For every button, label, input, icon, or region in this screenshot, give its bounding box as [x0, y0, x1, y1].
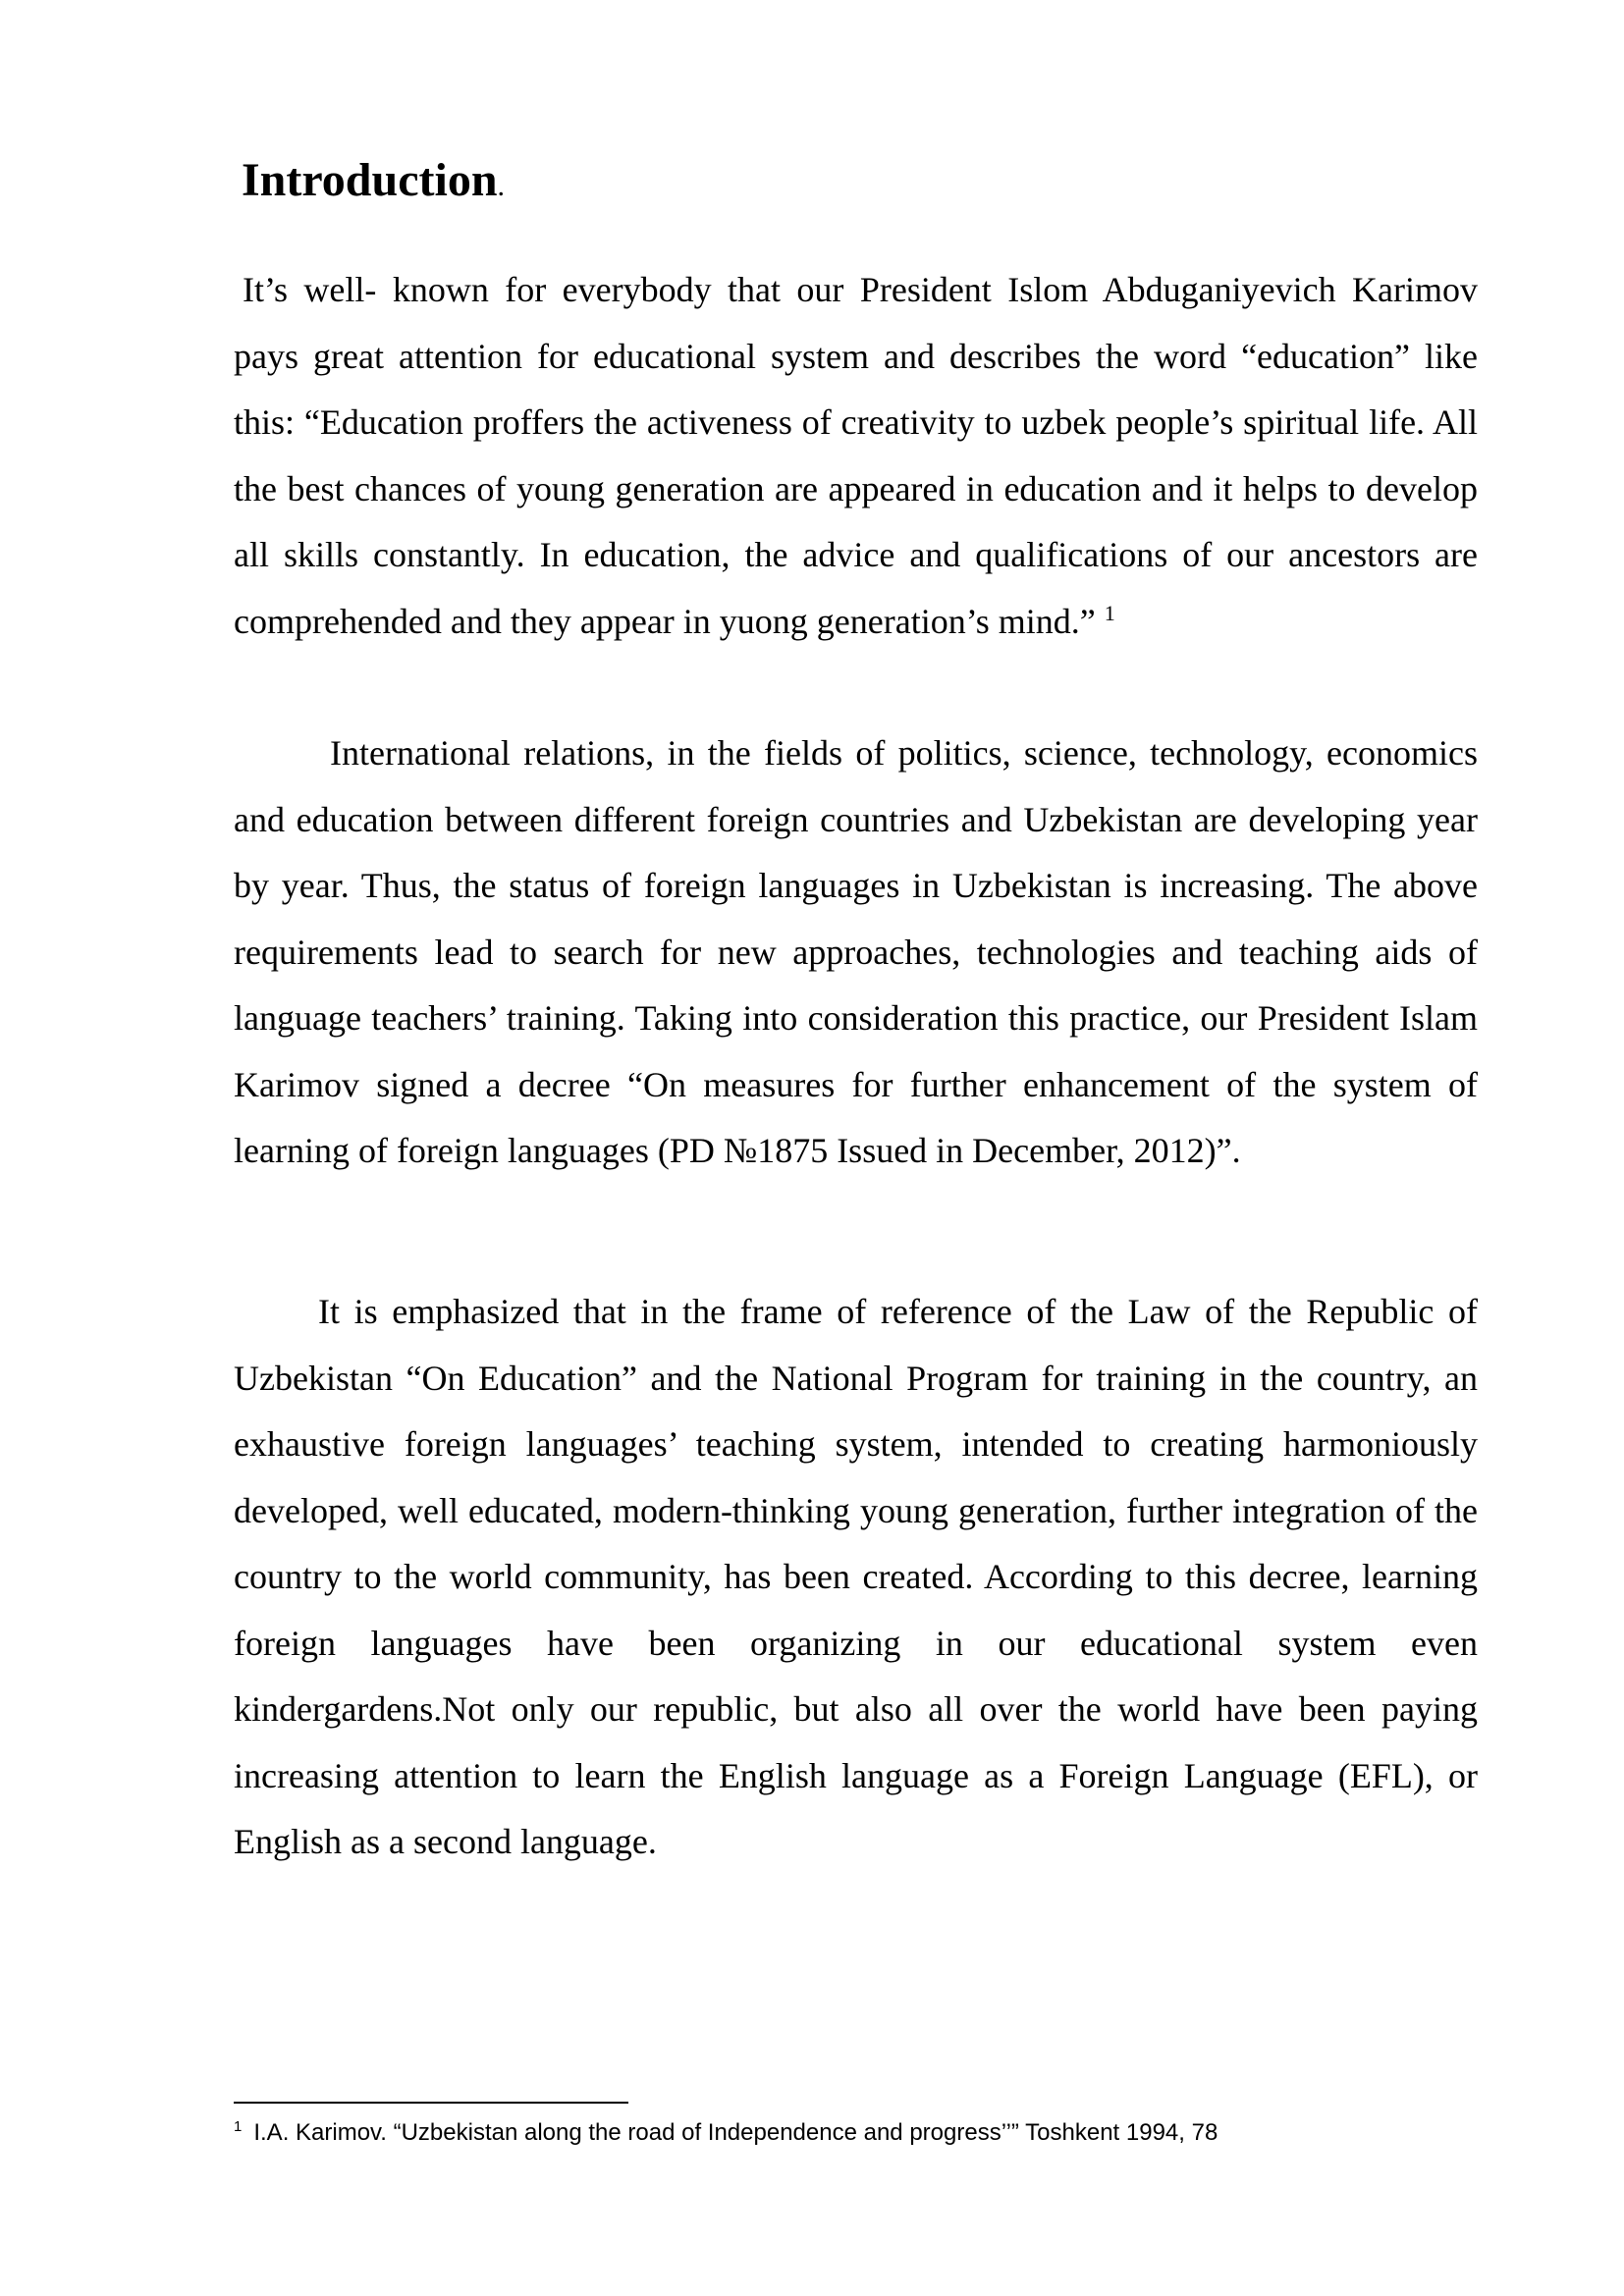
title-period: . [497, 170, 506, 202]
footnote [234, 2115, 1218, 2151]
paragraph-2: International relations, in the fields of politics, science, technology, economics and education between different foreign countries and Uzbekistan are developing year by year. Thus, the status of foreign languages in Uzbekistan is increasing. The above requirements lead to search for new approaches, technologies and teaching aids of language teachers’ training. Taking into consideration this practice, our President Islam Karimov signed a decree “On measures for further enhancement of the system of learning of foreign languages (PD №1875 Issued in December, 2012)”. [234, 733, 1478, 1170]
title-text: Introduction [242, 154, 498, 206]
paragraph-3: It is emphasized that in the frame of reference of the Law of the Republic of Uzbekistan “On Education” and the National Program for training in the country, an exhaustive foreign languages’ teaching system, intended to creating harmoniously developed, well educated, modern-thinking young generation, further integration of the country to the world community, has been created. According to this decree, learning foreign languages have been organizing in our educational system even kindergardens.Not only our republic, but also all over the world have been paying increasing attention to learn the English language as a Foreign Language (EFL), or English as a second language. [234, 1292, 1478, 1861]
footnote-number: 1 [234, 2118, 243, 2135]
footnote-separator [234, 2102, 628, 2104]
paragraph-1-text: It’s well- known for everybody that our President Islom Abduganiyevich Karimov pays great attention for educational system and describes the word “education” like this: “Education proffers the activeness of creativity to uzbek people’s spiritual life. All the best chances of young generation are appeared in education and it helps to develop all skills constantly. In education, the advice and qualifications of our ancestors are comprehended and they appear in yuong generation’s mind.” [234, 270, 1478, 641]
footnote-reference: 1 [1104, 600, 1115, 625]
footnote-text: I.A. Karimov. “Uzbekistan along the road of Independence and progress’’” Toshkent 1994, 78 [253, 2119, 1218, 2146]
page-title [242, 154, 506, 206]
paragraph-1 [234, 257, 1478, 655]
